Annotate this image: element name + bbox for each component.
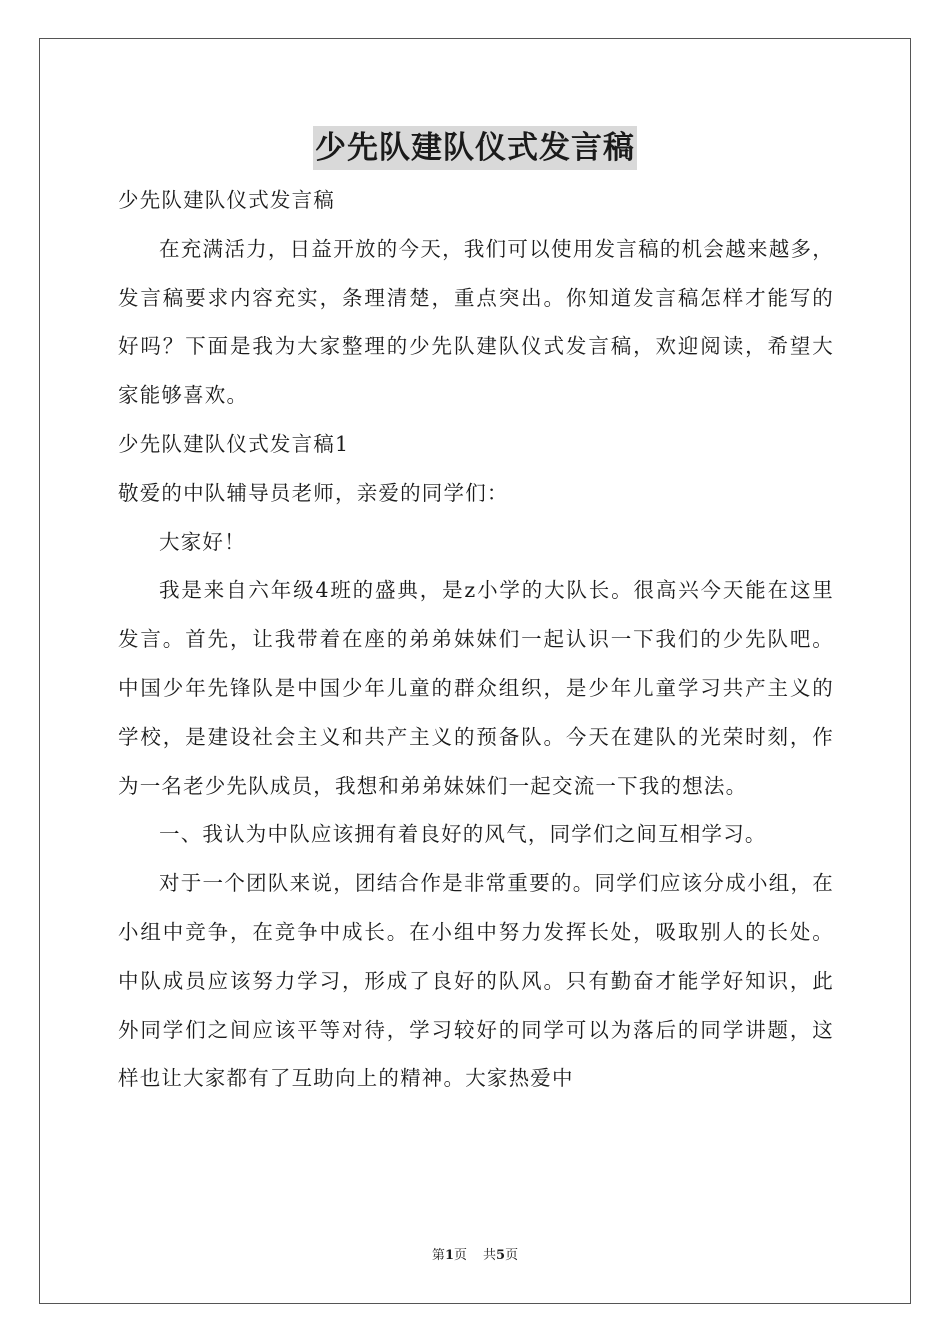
paragraph: 对于一个团队来说，团结合作是非常重要的。同学们应该分成小组，在小组中竞争，在竞争中成长。在小组中努力发挥长处，吸取别人的长处。中队成员应该努力学习，形成了良好的队风。只有勤奋才能学好知识，此外同学们之间应该平等对待，学习较好的同学可以为落后的同学讲题，这样也让大家都有了互助向上的精神。大家热爱中 (118, 871, 834, 1091)
paragraph: 一、我认为中队应该拥有着良好的风气，同学们之间互相学习。 (159, 822, 767, 847)
page-prefix: 第 (431, 1248, 445, 1263)
page-suffix: 页 (453, 1248, 467, 1263)
paragraph: 我是来自六年级4班的盛典，是z小学的大队长。很高兴今天能在这里发言。首先，让我带着在座的弟弟妹妹们一起认识一下我们的少先队吧。中国少年先锋队是中国少年儿童的群众组织，是少年儿童学习共产主义的学校，是建设社会主义和共产主义的预备队。今天在建队的光荣时刻，作为一名老少先队成员，我想和弟弟妹妹们一起交流一下我的想法。 (118, 578, 834, 798)
document-body (118, 176, 834, 1103)
paragraph: 少先队建队仪式发言稿1 (118, 431, 350, 456)
page-current: 1 (444, 1248, 454, 1263)
page-total: 5 (496, 1248, 506, 1263)
paragraph: 敬爱的中队辅导员老师，亲爱的同学们： (118, 480, 509, 505)
title-container (0, 126, 950, 170)
total-prefix: 共 (483, 1248, 497, 1263)
total-suffix: 页 (505, 1248, 519, 1263)
paragraph: 在充满活力，日益开放的今天，我们可以使用发言稿的机会越来越多，发言稿要求内容充实，条理清楚，重点突出。你知道发言稿怎样才能写的好吗？下面是我为大家整理的少先队建队仪式发言稿，欢迎阅读，希望大家能够喜欢。 (118, 236, 834, 408)
document-title: 少先队建队仪式发言稿 (313, 126, 637, 170)
paragraph: 大家好！ (159, 529, 246, 554)
paragraph: 少先队建队仪式发言稿 (118, 188, 335, 212)
page-footer (0, 1246, 950, 1266)
